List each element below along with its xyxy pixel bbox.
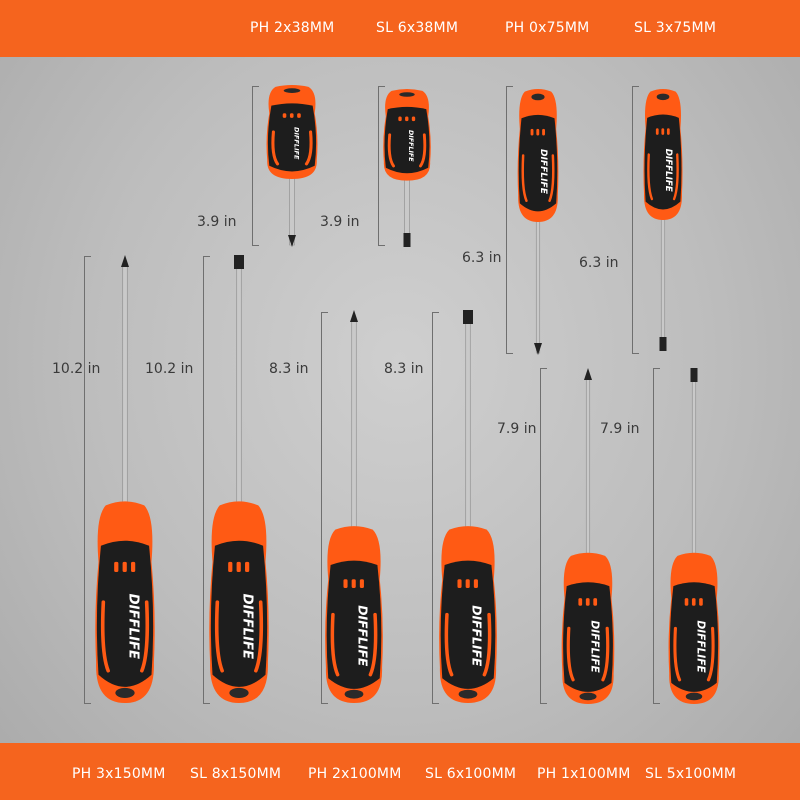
grip-slot [343,579,347,588]
grip-slot [578,598,582,606]
screwdriver-sl-6x38 [379,89,435,247]
brand-text: DIFFLIFE [588,620,601,673]
screwdriver-drawing [90,255,160,703]
grip-slot [290,113,294,118]
screwdriver-drawing [664,368,724,704]
brand-text: DIFFLIFE [125,593,141,660]
grip-slot [405,116,408,121]
screwdriver-ph-1x100 [557,368,619,704]
grip-slot [593,598,597,606]
label-sl-6x100: SL 6x100MM [425,766,517,782]
length-label: 6.3 in [579,255,619,271]
shaft [586,378,590,559]
length-label: 8.3 in [269,361,309,377]
shaft [661,216,665,349]
slotted-tip [660,337,667,351]
brand-text: DIFFLIFE [239,593,255,660]
grip-slot [667,128,670,135]
measure-bracket [632,86,633,354]
grip-slot [123,562,127,572]
screwdriver-ph-2x100 [320,310,388,703]
screwdriver-sl-3x75 [640,89,686,351]
shaft [352,320,357,532]
hang-hole [399,92,414,97]
shaft [692,378,696,559]
grip-slot [398,116,401,121]
measure-bracket [84,256,85,704]
slotted-tip [234,255,244,269]
screwdriver-drawing [262,85,322,247]
grip-slot [352,579,356,588]
screwdriver-ph-3x150 [90,255,160,703]
length-label: 7.9 in [600,421,640,437]
hang-hole [459,690,478,699]
screwdriver-drawing [204,255,274,703]
grip-slot [586,598,590,606]
grip-slot [228,562,232,572]
grip-slot [457,579,461,588]
brand-text: DIFFLIFE [407,129,416,162]
label-ph-2x100: PH 2x100MM [308,766,402,782]
shaft [237,265,242,507]
label-sl-8x150: SL 8x150MM [190,766,282,782]
phillips-tip [534,343,542,355]
brand-text: DIFFLIFE [355,605,370,667]
hang-hole [579,693,596,701]
label-ph-2x38: PH 2x38MM [250,20,335,36]
hang-hole [531,94,544,101]
shaft [466,320,471,532]
grip-slot [699,598,703,606]
grip-slot [131,562,135,572]
brand-text: DIFFLIFE [538,149,549,194]
screwdriver-drawing [320,310,388,703]
label-sl-6x38: SL 6x38MM [376,20,459,36]
grip-slot [656,128,659,135]
phillips-tip [584,368,592,380]
measure-bracket [506,86,507,354]
grip-slot [542,129,545,136]
shaft [123,265,128,507]
screwdriver-sl-6x100 [434,310,502,703]
screwdriver-drawing [640,89,686,351]
phillips-tip [350,310,358,322]
brand-text: DIFFLIFE [694,620,707,673]
grip-slot [466,579,470,588]
grip-slot [114,562,118,572]
hang-hole [657,94,670,101]
screwdriver-drawing [557,368,619,704]
label-ph-1x100: PH 1x100MM [537,766,631,782]
length-label: 8.3 in [384,361,424,377]
label-ph-3x150: PH 3x150MM [72,766,166,782]
grip-slot [297,113,301,118]
measure-bracket [252,86,253,246]
measure-bracket [432,312,433,704]
hang-hole [686,693,703,701]
bottom-label-band [0,743,800,800]
grip-slot [661,128,664,135]
length-label: 10.2 in [52,361,101,377]
grip-slot [474,579,478,588]
measure-bracket [540,368,541,704]
grip-slot [692,598,696,606]
shaft [290,175,295,245]
screwdriver-sl-8x150 [204,255,274,703]
screwdriver-ph-2x38 [262,85,322,247]
grip-slot [283,113,287,118]
grip-slot [237,562,241,572]
hang-hole [284,88,301,93]
hang-hole [115,688,134,698]
length-label: 3.9 in [197,214,237,230]
hang-hole [229,688,248,698]
brand-text: DIFFLIFE [292,127,301,160]
screwdriver-ph-0x75 [514,89,562,355]
length-label: 10.2 in [145,361,194,377]
grip-slot [536,129,539,136]
grip-slot [412,116,415,121]
screwdriver-drawing [514,89,562,355]
grip-slot [360,579,364,588]
hang-hole [345,690,364,699]
brand-text: DIFFLIFE [469,605,484,667]
measure-bracket [653,368,654,704]
screwdriver-sl-5x100 [664,368,724,704]
length-label: 7.9 in [497,421,537,437]
slotted-tip [463,310,473,324]
shaft [536,218,540,353]
length-label: 6.3 in [462,250,502,266]
label-sl-3x75: SL 3x75MM [634,20,717,36]
screwdriver-drawing [434,310,502,703]
slotted-tip [404,233,411,247]
grip-slot [245,562,249,572]
slotted-tip [691,368,698,382]
screwdriver-drawing [379,89,435,247]
grip-slot [685,598,689,606]
grip-slot [531,129,534,136]
label-ph-0x75: PH 0x75MM [505,20,590,36]
phillips-tip [121,255,129,267]
label-sl-5x100: SL 5x100MM [645,766,737,782]
top-label-band [0,0,800,57]
brand-text: DIFFLIFE [663,148,674,192]
length-label: 3.9 in [320,214,360,230]
